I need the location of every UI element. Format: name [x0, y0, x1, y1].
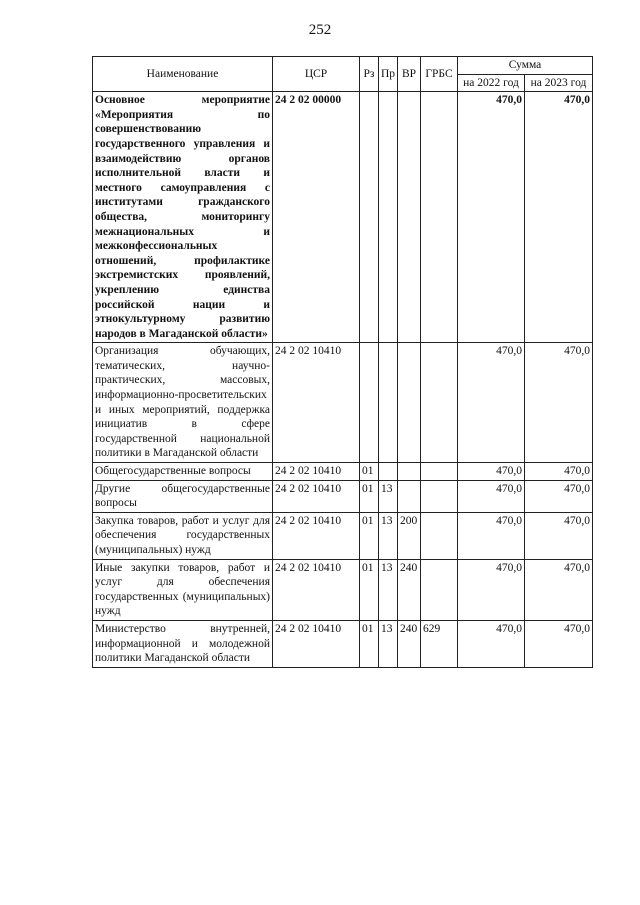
row-vr: [398, 463, 421, 481]
header-name: Наименование: [93, 57, 273, 92]
row-csr: 24 2 02 10410: [273, 620, 360, 667]
row-name: Закупка товаров, работ и услуг для обеспечения государственных (муниципальных) нужд: [93, 512, 273, 559]
row-rz: 01: [360, 480, 379, 512]
row-name: Основное мероприятие «Мероприятия по совершенствованию государственного управления и взаимодействию органов исполнительной власти и местного самоуправления с институтами гражданского общества, мониторингу межнациональных и межконфессиональных отношений, профилактике экстремистских проявлений, укреплению единства российской нации и этнокультурному развитию народов в Магаданской области»: [93, 92, 273, 343]
row-csr: 24 2 02 10410: [273, 559, 360, 620]
row-sum-2023: 470,0: [525, 343, 593, 463]
row-sum-2023: 470,0: [525, 92, 593, 343]
row-sum-2023: 470,0: [525, 559, 593, 620]
row-name: Организация обучающих, тематических, научно-практических, массовых, информационно-просветительских и иных мероприятий, поддержка инициатив в сфере государственной национальной политики в Магаданской области: [93, 343, 273, 463]
row-rz: 01: [360, 559, 379, 620]
header-sum: Сумма: [458, 57, 593, 75]
row-grbs: [421, 512, 458, 559]
header-vr: ВР: [398, 57, 421, 92]
header-year-2023: на 2023 год: [525, 74, 593, 92]
row-vr: [398, 480, 421, 512]
header-year-2022: на 2022 год: [458, 74, 525, 92]
row-sum-2022: 470,0: [458, 463, 525, 481]
row-grbs: [421, 92, 458, 343]
row-vr: 240: [398, 620, 421, 667]
row-csr: 24 2 02 00000: [273, 92, 360, 343]
row-csr: 24 2 02 10410: [273, 480, 360, 512]
header-csr: ЦСР: [273, 57, 360, 92]
row-vr: 200: [398, 512, 421, 559]
row-name: Другие общегосударственные вопросы: [93, 480, 273, 512]
table-row: [93, 512, 593, 559]
row-sum-2022: 470,0: [458, 620, 525, 667]
row-pr: [379, 463, 398, 481]
row-grbs: [421, 480, 458, 512]
row-sum-2023: 470,0: [525, 463, 593, 481]
row-csr: 24 2 02 10410: [273, 343, 360, 463]
row-rz: 01: [360, 463, 379, 481]
row-pr: 13: [379, 559, 398, 620]
row-grbs: [421, 463, 458, 481]
row-rz: [360, 92, 379, 343]
row-name: Министерство внутренней, информационной и молодежной политики Магаданской области: [93, 620, 273, 667]
row-pr: [379, 343, 398, 463]
row-pr: 13: [379, 620, 398, 667]
row-rz: 01: [360, 512, 379, 559]
row-vr: 240: [398, 559, 421, 620]
table-row: [93, 343, 593, 463]
row-sum-2022: 470,0: [458, 559, 525, 620]
table-row: [93, 92, 593, 343]
row-rz: [360, 343, 379, 463]
header-grbs: ГРБС: [421, 57, 458, 92]
row-csr: 24 2 02 10410: [273, 512, 360, 559]
row-pr: 13: [379, 480, 398, 512]
row-sum-2022: 470,0: [458, 480, 525, 512]
header-row: [93, 57, 593, 75]
row-sum-2023: 470,0: [525, 620, 593, 667]
table-row: [93, 559, 593, 620]
row-vr: [398, 92, 421, 343]
row-name: Иные закупки товаров, работ и услуг для обеспечения государственных (муниципальных) нужд: [93, 559, 273, 620]
row-pr: 13: [379, 512, 398, 559]
row-rz: 01: [360, 620, 379, 667]
budget-table: [92, 56, 593, 668]
header-pr: Пр: [379, 57, 398, 92]
row-grbs: 629: [421, 620, 458, 667]
row-grbs: [421, 343, 458, 463]
table-row: [93, 480, 593, 512]
row-sum-2022: 470,0: [458, 512, 525, 559]
row-sum-2023: 470,0: [525, 480, 593, 512]
header-rz: Рз: [360, 57, 379, 92]
table-row: [93, 620, 593, 667]
row-sum-2022: 470,0: [458, 92, 525, 343]
row-grbs: [421, 559, 458, 620]
row-csr: 24 2 02 10410: [273, 463, 360, 481]
page-number: 252: [308, 22, 332, 38]
row-sum-2022: 470,0: [458, 343, 525, 463]
row-sum-2023: 470,0: [525, 512, 593, 559]
row-vr: [398, 343, 421, 463]
row-pr: [379, 92, 398, 343]
table-row: [93, 463, 593, 481]
row-name: Общегосударственные вопросы: [93, 463, 273, 481]
